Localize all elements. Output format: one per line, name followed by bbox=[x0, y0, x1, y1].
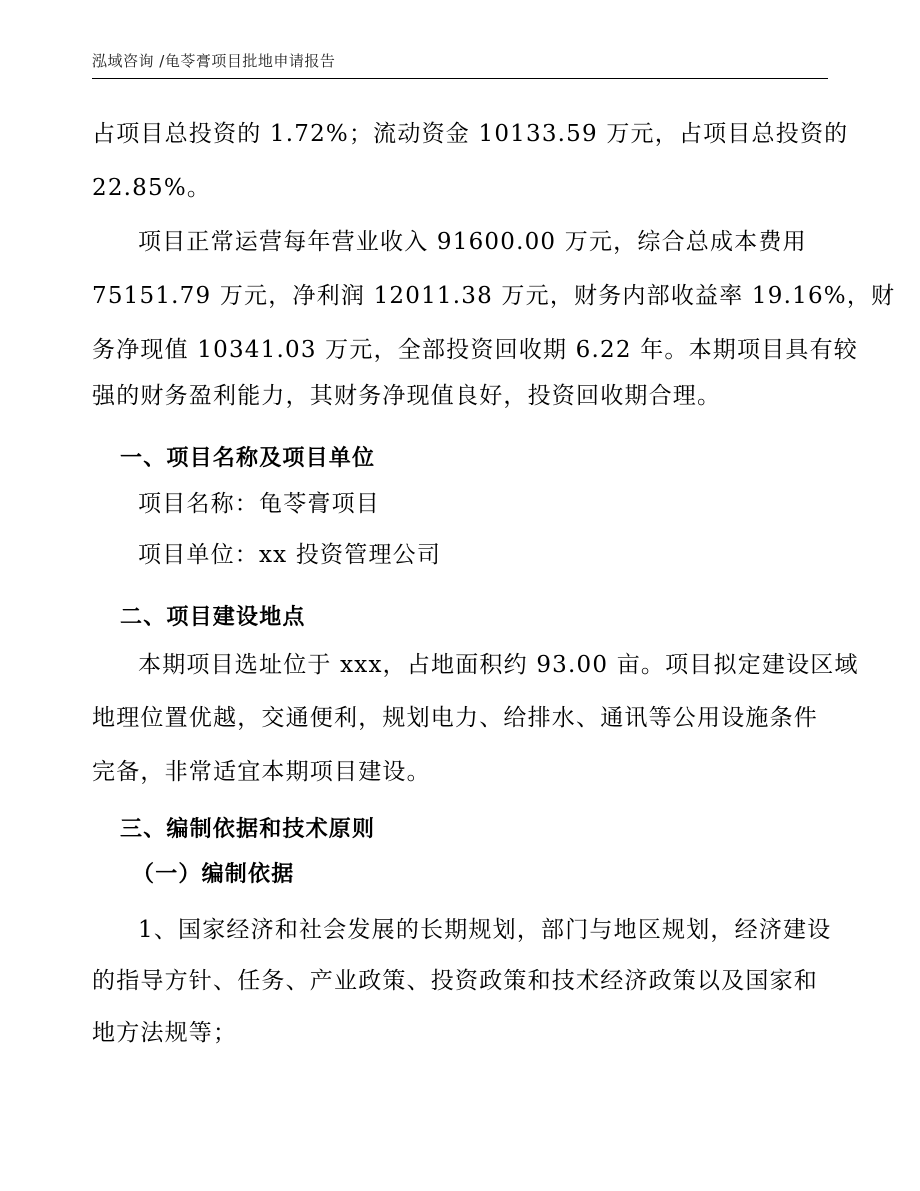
paragraph-line: 务净现值 10341.03 万元，全部投资回收期 6.22 年。本期项目具有较 bbox=[92, 337, 858, 363]
subsection-heading: （一）编制依据 bbox=[132, 862, 295, 887]
paragraph-line: 强的财务盈利能力，其财务净现值良好，投资回收期合理。 bbox=[92, 383, 722, 409]
paragraph-line: 地理位置优越，交通便利，规划电力、给排水、通讯等公用设施条件 bbox=[92, 705, 818, 731]
paragraph-line: 本期项目选址位于 xxx，占地面积约 93.00 亩。项目拟定建设区域 bbox=[138, 652, 859, 678]
paragraph-line: 占项目总投资的 1.72%；流动资金 10133.59 万元，占项目总投资的 bbox=[92, 121, 849, 147]
paragraph-line: 22.85%。 bbox=[92, 175, 212, 201]
paragraph-line: 完备，非常适宜本期项目建设。 bbox=[92, 759, 431, 785]
section-heading: 三、编制依据和技术原则 bbox=[120, 817, 376, 842]
paragraph-line: 地方法规等； bbox=[92, 1020, 238, 1046]
paragraph-line: 的指导方针、任务、产业政策、投资政策和技术经济政策以及国家和 bbox=[92, 968, 818, 994]
header-divider bbox=[92, 78, 828, 79]
project-unit-line: 项目单位：xx 投资管理公司 bbox=[138, 542, 442, 568]
project-name-line: 项目名称：龟苓膏项目 bbox=[138, 491, 380, 517]
running-header: 泓域咨询 /龟苓膏项目批地申请报告 bbox=[92, 52, 336, 70]
section-heading: 二、项目建设地点 bbox=[120, 605, 306, 630]
paragraph-line: 项目正常运营每年营业收入 91600.00 万元，综合总成本费用 bbox=[138, 229, 807, 255]
section-heading: 一、项目名称及项目单位 bbox=[120, 446, 376, 471]
paragraph-line: 1、国家经济和社会发展的长期规划，部门与地区规划，经济建设 bbox=[138, 917, 832, 943]
paragraph-line: 75151.79 万元，净利润 12011.38 万元，财务内部收益率 19.16%，财 bbox=[92, 283, 896, 309]
